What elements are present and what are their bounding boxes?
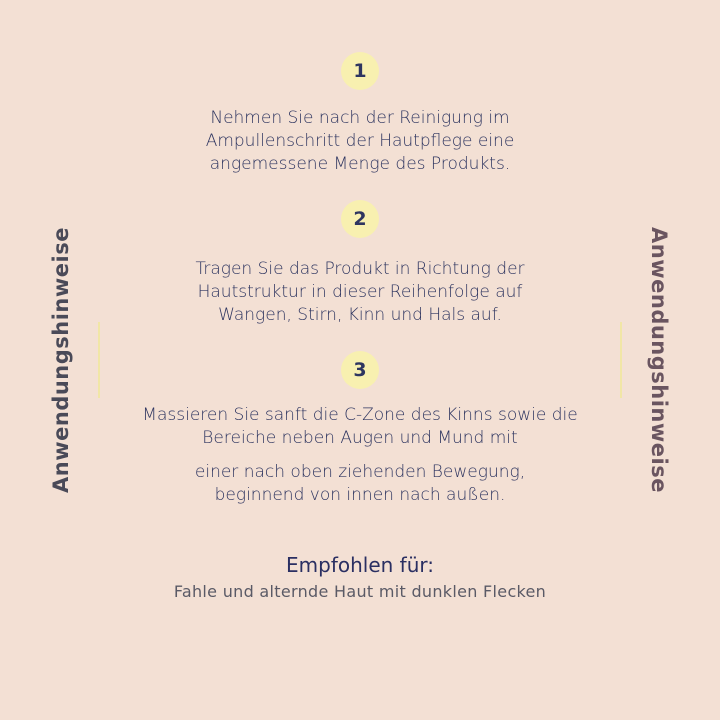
step-3-text — [60, 404, 660, 507]
step-1-line-1: Nehmen Sie nach der Reinigung im — [210, 108, 510, 128]
divider-line-right — [620, 322, 622, 398]
step-2-text — [60, 258, 660, 327]
step-2-badge: 2 — [341, 200, 379, 238]
step-1-line-3: angemessene Menge des Produkts. — [209, 154, 511, 174]
step-1-text — [60, 107, 660, 176]
step-1-line-2: Ampullenschritt der Hautpflege eine — [205, 131, 515, 151]
side-title-right: Anwendungshinweise — [647, 227, 671, 493]
step-2-line-3: Wangen, Stirn, Kinn und Hals auf. — [218, 305, 502, 325]
recommendation-label: Empfohlen für: — [286, 553, 434, 577]
step-3-line-4: beginnend von innen nach außen. — [214, 485, 506, 505]
step-3-badge: 3 — [341, 351, 379, 389]
step-3-line-2: Bereiche neben Augen und Mund mit — [202, 428, 518, 448]
recommendation-text: Fahle und alternde Haut mit dunklen Flecken — [173, 582, 547, 601]
divider-line-left — [98, 322, 100, 398]
step-1-badge: 1 — [341, 52, 379, 90]
step-3-line-1: Massieren Sie sanft die C-Zone des Kinns sowie die — [142, 405, 578, 425]
side-title-left: Anwendungshinweise — [49, 227, 73, 493]
step-2-line-2: Hautstruktur in dieser Reihenfolge auf — [197, 282, 523, 302]
step-3-line-3: einer nach oben ziehenden Bewegung, — [194, 462, 526, 482]
step-2-line-1: Tragen Sie das Produkt in Richtung der — [195, 259, 525, 279]
